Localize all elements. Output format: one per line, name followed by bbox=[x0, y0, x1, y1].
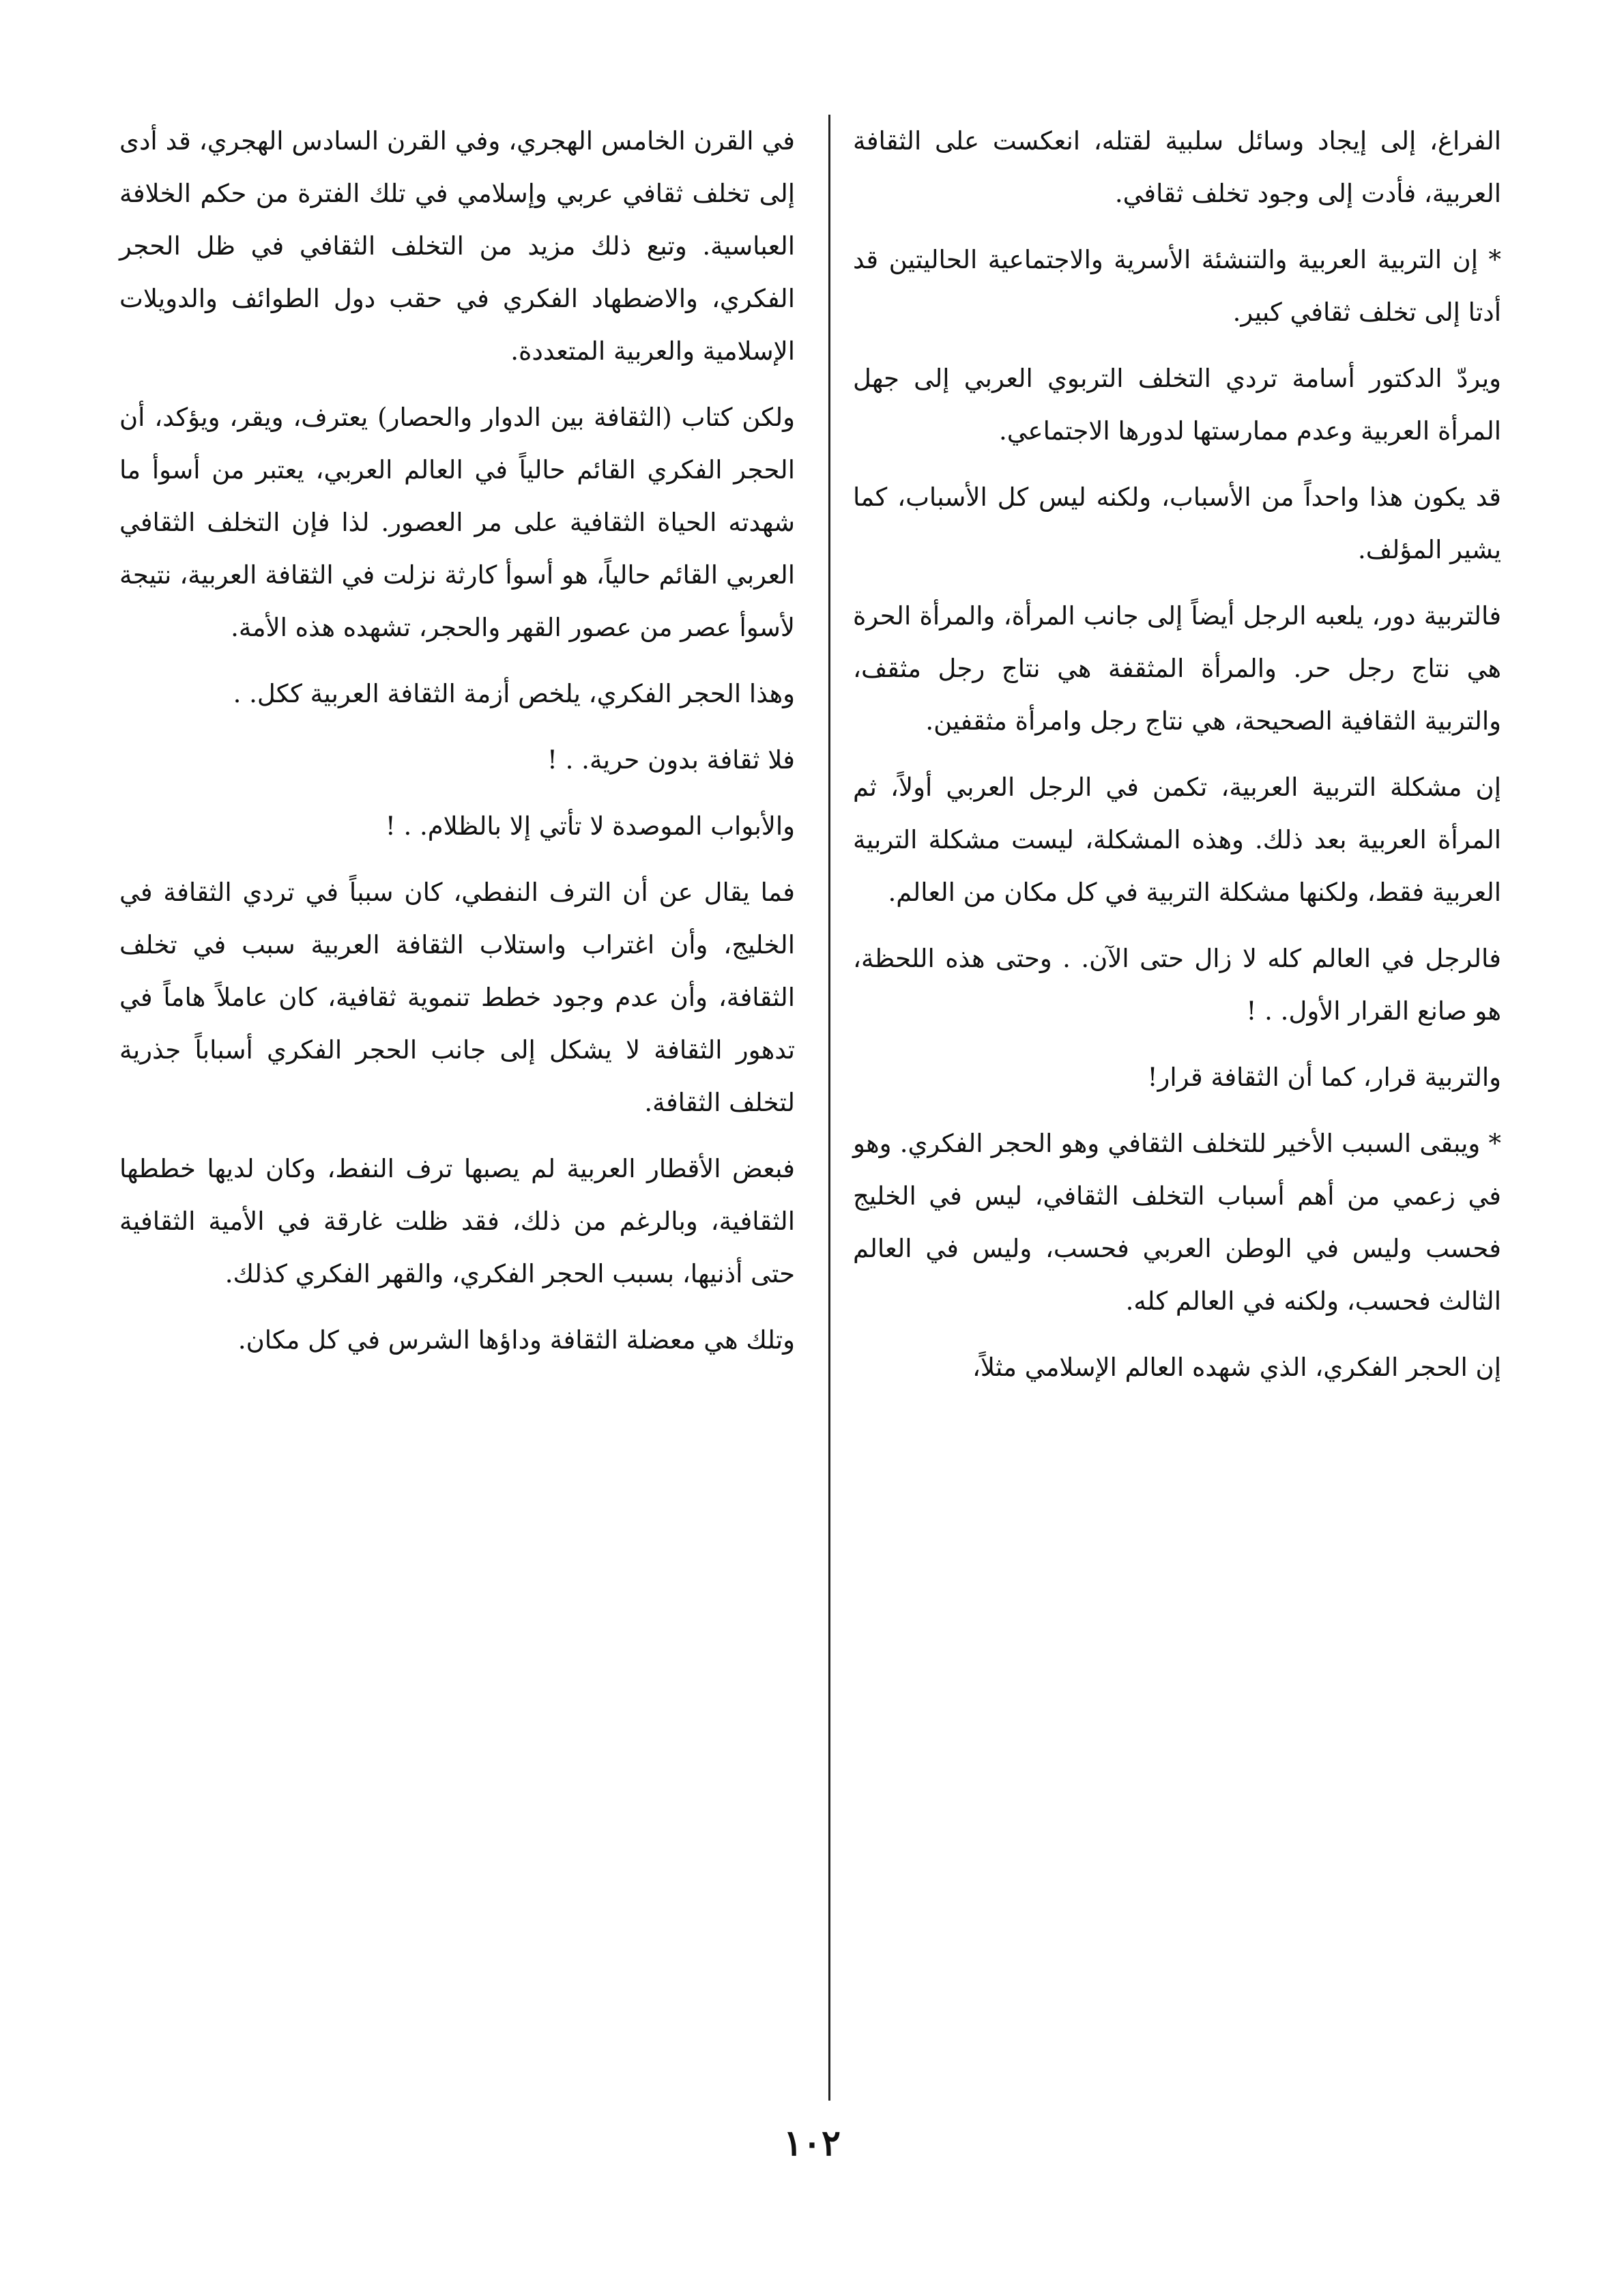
paragraph: فبعض الأقطار العربية لم يصبها ترف النفط، وكان لديها خططها الثقافية، وبالرغم من ذلك، فقد ظلت غارقة في الأمية الثقافية حتى أذنيها، بسبب الحجر الفكري، والقهر الفكري كذلك. bbox=[119, 1154, 795, 1288]
paragraph: فلا ثقافة بدون حرية. . ! bbox=[547, 745, 795, 775]
paragraph: فما يقال عن أن الترف النفطي، كان سبباً في تردي الثقافة في الخليج، وأن اغتراب واستلاب الثقافة العربية سبب في تخلف الثقافة، وأن عدم وجود خطط تنموية ثقافية، كان عاملاً هاماً في تدهور الثقافة لا يشكل إلى جانب الحجر الفكري أسباباً جذرية لتخلف الثقافة. bbox=[119, 878, 795, 1117]
paragraph: قد يكون هذا واحداً من الأسباب، ولكنه ليس كل الأسباب، كما يشير المؤلف. bbox=[853, 482, 1501, 564]
paragraph: إن مشكلة التربية العربية، تكمن في الرجل العربي أولاً، ثم المرأة العربية بعد ذلك. وهذه المشكلة، ليست مشكلة التربية العربية فقط، ولكنها مشكلة التربية في كل مكان من العالم. bbox=[853, 773, 1501, 907]
paragraph: والأبواب الموصدة لا تأتي إلا بالظلام. . ! bbox=[385, 811, 795, 841]
paragraph: في القرن الخامس الهجري، وفي القرن السادس الهجري، قد أدى إلى تخلف ثقافي عربي وإسلامي في تلك الفترة من حكم الخلافة العباسية. وتبع ذلك مزيد من التخلف الثقافي في ظل الحجر الفكري، والاضطهاد الفكري في حقب دول الطوائف والدويلات الإسلامية والعربية المتعددة. bbox=[119, 126, 795, 366]
paragraph: الفراغ، إلى إيجاد وسائل سلبية لقتله، انعكست على الثقافة العربية، فأدت إلى وجود تخلف ثقافي. bbox=[853, 126, 1501, 208]
left-column bbox=[119, 115, 795, 1380]
paragraph: ولكن كتاب (الثقافة بين الدوار والحصار) يعترف، ويقر، ويؤكد، أن الحجر الفكري القائم حالياً في العالم العربي، يعتبر من أسوأ ما شهدته الحياة الثقافية على مر العصور. لذا فإن التخلف الثقافي العربي القائم حالياً، هو أسوأ كارثة نزلت في الثقافة العربية، نتيجة لأسوأ عصر من عصور القهر والحجر، تشهده هذه الأمة. bbox=[119, 403, 795, 642]
page-number: ١٠٢ bbox=[783, 2122, 841, 2164]
paragraph: وهذا الحجر الفكري، يلخص أزمة الثقافة العربية ككل. . bbox=[233, 679, 795, 708]
paragraph: إن الحجر الفكري، الذي شهده العالم الإسلامي مثلاً، bbox=[972, 1353, 1501, 1382]
paragraph: ويردّ الدكتور أسامة تردي التخلف التربوي العربي إلى جهل المرأة العربية وعدم ممارستها لدورها الاجتماعي. bbox=[853, 364, 1501, 446]
column-divider bbox=[828, 115, 830, 2101]
paragraph: * ويبقى السبب الأخير للتخلف الثقافي وهو الحجر الفكري. وهو في زعمي من أهم أسباب التخلف الثقافي، ليس في الخليج فحسب وليس في الوطن العربي فحسب، وليس في العالم الثالث فحسب، ولكنه في العالم كله. bbox=[853, 1129, 1501, 1316]
paragraph: فالرجل في العالم كله لا زال حتى الآن. . وحتى هذه اللحظة، هو صانع القرار الأول. . ! bbox=[853, 944, 1501, 1026]
paragraph: فالتربية دور، يلعبه الرجل أيضاً إلى جانب المرأة، والمرأة الحرة هي نتاج رجل حر. والمرأة المثقفة هي نتاج رجل مثقف، والتربية الثقافية الصحيحة، هي نتاج رجل وامرأة مثقفين. bbox=[853, 601, 1501, 736]
paragraph: وتلك هي معضلة الثقافة وداؤها الشرس في كل مكان. bbox=[237, 1325, 795, 1355]
right-column bbox=[853, 115, 1501, 1407]
paragraph: * إن التربية العربية والتنشئة الأسرية والاجتماعية الحاليتين قد أدتا إلى تخلف ثقافي كبير. bbox=[853, 245, 1501, 327]
paragraph: والتربية قرار، كما أن الثقافة قرار! bbox=[1147, 1063, 1501, 1092]
